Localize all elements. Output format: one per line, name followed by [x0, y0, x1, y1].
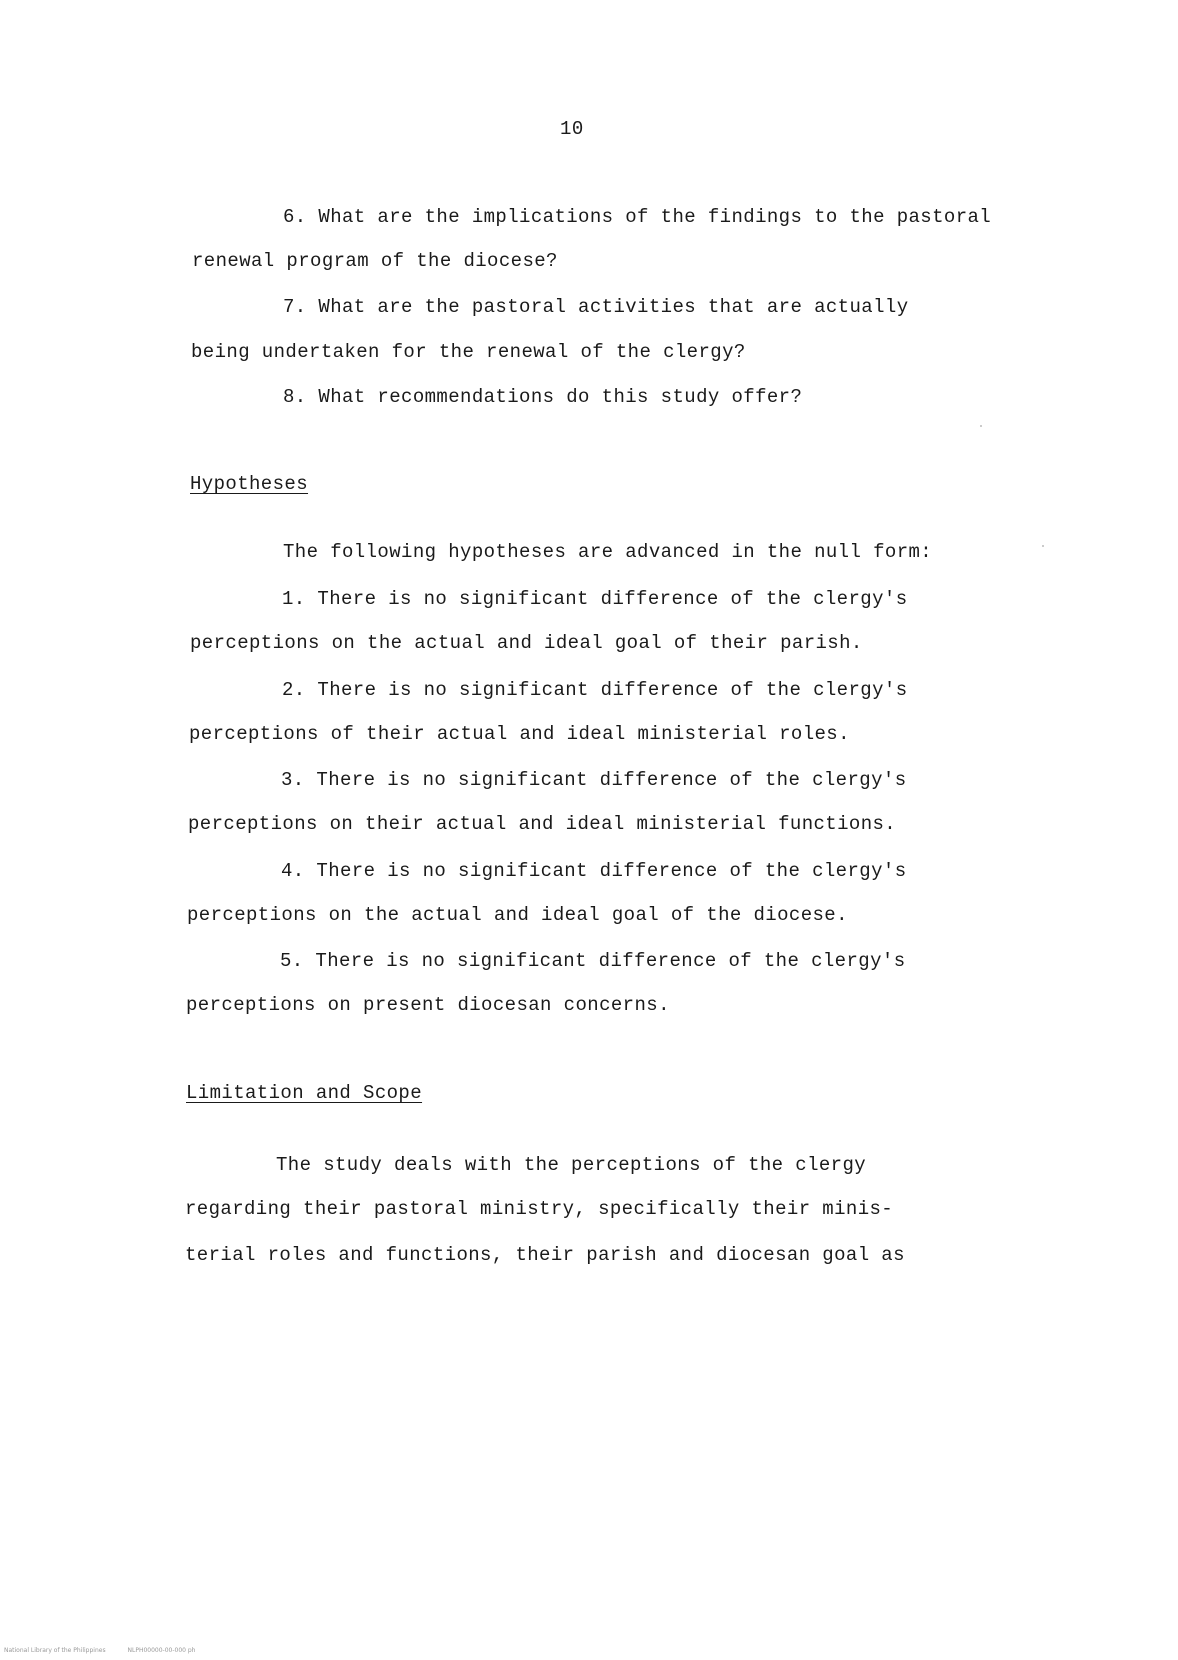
scan-footer [4, 1647, 215, 1654]
footer-code: NLPH00000-00-000 ph [127, 1647, 196, 1654]
hypothesis-4-line-1: 4. There is no significant difference of the clergy's [281, 860, 907, 882]
question-8-line-1: 8. What recommendations do this study offer? [283, 386, 803, 408]
hypothesis-5-line-1: 5. There is no significant difference of the clergy's [280, 950, 906, 972]
limitation-line-2: regarding their pastoral ministry, specifically their minis- [185, 1198, 894, 1220]
question-6-line-2: renewal program of the diocese? [192, 250, 558, 272]
hypothesis-1-line-2: perceptions on the actual and ideal goal of their parish. [190, 632, 863, 654]
scan-speck [1042, 545, 1044, 547]
hypothesis-3-line-2: perceptions on their actual and ideal ministerial functions. [188, 813, 897, 835]
page-number: 10 [560, 118, 584, 140]
hypotheses-heading: Hypotheses [190, 473, 309, 495]
hypotheses-intro: The following hypotheses are advanced in the null form: [283, 541, 933, 563]
limitation-line-3: terial roles and functions, their parish and diocesan goal as [185, 1244, 905, 1266]
hypothesis-1-line-1: 1. There is no significant difference of the clergy's [282, 588, 908, 610]
hypothesis-5-line-2: perceptions on present diocesan concerns. [186, 994, 670, 1016]
limitation-heading: Limitation and Scope [186, 1082, 423, 1104]
limitation-line-1: The study deals with the perceptions of the clergy [276, 1154, 867, 1176]
hypothesis-2-line-2: perceptions of their actual and ideal ministerial roles. [189, 723, 850, 745]
hypothesis-3-line-1: 3. There is no significant difference of the clergy's [281, 769, 907, 791]
scan-speck [980, 425, 982, 427]
footer-library: National Library of the Philippines [4, 1647, 106, 1654]
hypothesis-4-line-2: perceptions on the actual and ideal goal of the diocese. [187, 904, 848, 926]
question-7-line-2: being undertaken for the renewal of the clergy? [191, 341, 746, 363]
question-6-line-1: 6. What are the implications of the findings to the pastoral [283, 206, 992, 228]
hypothesis-2-line-1: 2. There is no significant difference of the clergy's [282, 679, 908, 701]
question-7-line-1: 7. What are the pastoral activities that are actually [283, 296, 909, 318]
